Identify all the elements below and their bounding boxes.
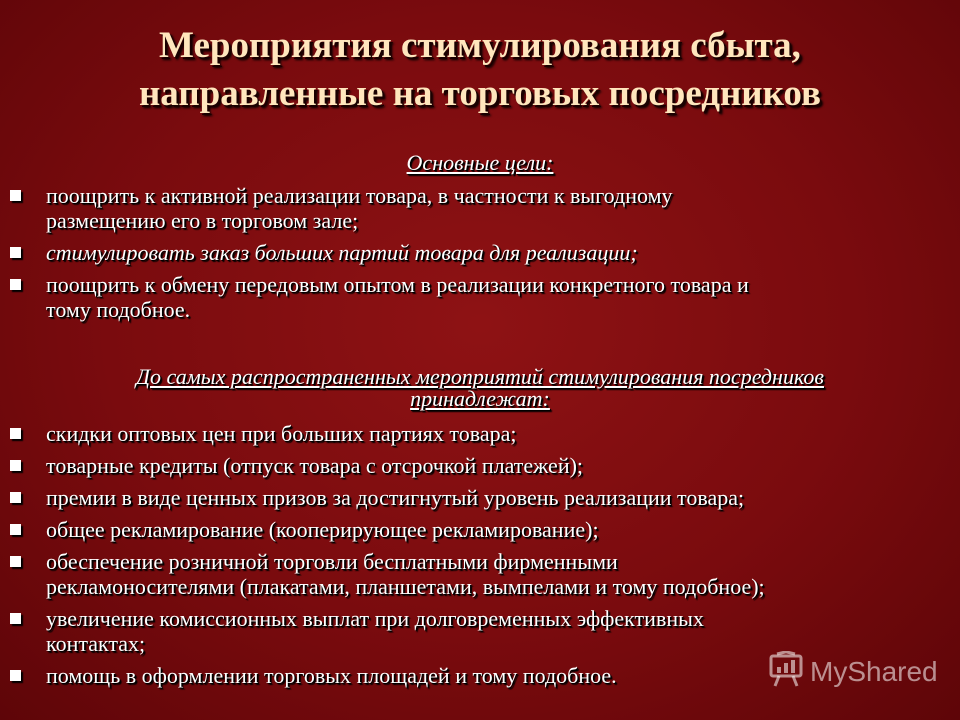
slide-title bbox=[40, 22, 920, 118]
list-item-text: рекламоносителями (плакатами, планшетами, вымпелами и тому подобное); bbox=[46, 574, 765, 599]
square-bullet-icon bbox=[10, 492, 21, 503]
list-item bbox=[0, 240, 749, 265]
list-item-text: размещению его в торговом зале; bbox=[46, 208, 359, 233]
goals-list bbox=[0, 183, 749, 329]
list-item-text: помощь в оформлении торговых площадей и тому подобное. bbox=[46, 663, 617, 688]
list-item bbox=[0, 663, 765, 688]
list-item-text: премии в виде ценных призов за достигнутый уровень реализации товара; bbox=[46, 485, 745, 510]
list-item bbox=[0, 549, 765, 599]
list-item bbox=[0, 421, 765, 446]
square-bullet-icon bbox=[10, 190, 21, 201]
list-item-text: тому подобное. bbox=[46, 297, 191, 322]
list-item bbox=[0, 453, 765, 478]
list-item-text: обеспечение розничной торговли бесплатными фирменными bbox=[46, 549, 618, 574]
slide-title-line-2: направленные на торговых посредников bbox=[138, 73, 821, 114]
watermark-logo[interactable] bbox=[768, 654, 938, 690]
square-bullet-icon bbox=[10, 460, 21, 471]
list-item bbox=[0, 517, 765, 542]
list-item bbox=[0, 485, 765, 510]
square-bullet-icon bbox=[10, 670, 21, 681]
list-item-text: поощрить к активной реализации товара, в частности к выгодному bbox=[46, 183, 673, 208]
slide-title-line-1: Мероприятия стимулирования сбыта, bbox=[159, 25, 801, 66]
list-item-text: скидки оптовых цен при больших партиях товара; bbox=[46, 421, 517, 446]
section-2-heading bbox=[0, 366, 960, 410]
square-bullet-icon bbox=[10, 524, 21, 535]
watermark-text: MyShared bbox=[810, 656, 938, 687]
square-bullet-icon bbox=[10, 428, 21, 439]
list-item bbox=[0, 272, 749, 322]
list-item-text: товарные кредиты (отпуск товара с отсрочкой платежей); bbox=[46, 453, 584, 478]
square-bullet-icon bbox=[10, 613, 21, 624]
square-bullet-icon bbox=[10, 279, 21, 290]
section-1-heading: Основные цели: bbox=[406, 150, 554, 175]
section-2-heading-line-1: До самых распространенных мероприятий стимулирования посредников bbox=[136, 364, 824, 389]
presentation-board-icon bbox=[768, 651, 804, 694]
list-item bbox=[0, 606, 765, 656]
list-item-text: поощрить к обмену передовым опытом в реализации конкретного товара и bbox=[46, 272, 749, 297]
list-item-text: стимулировать заказ больших партий товара для реализации; bbox=[46, 240, 638, 265]
list-item-text: контактах; bbox=[46, 631, 146, 656]
list-item bbox=[0, 183, 749, 233]
measures-list bbox=[0, 421, 765, 695]
list-item-text: общее рекламирование (кооперирующее рекламирование); bbox=[46, 517, 599, 542]
section-2-heading-line-2: принадлежат: bbox=[410, 386, 550, 411]
square-bullet-icon bbox=[10, 556, 21, 567]
square-bullet-icon bbox=[10, 247, 21, 258]
list-item-text: увеличение комиссионных выплат при долговременных эффективных bbox=[46, 606, 704, 631]
